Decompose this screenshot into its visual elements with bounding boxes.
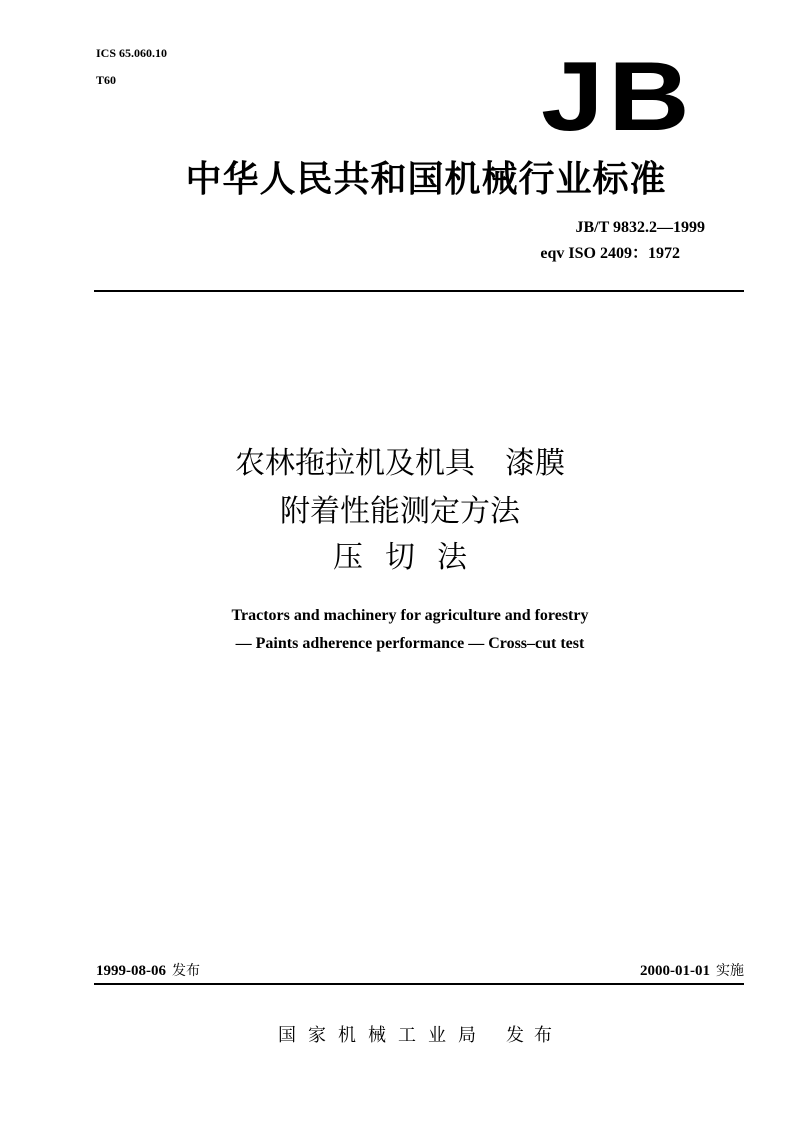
effective-date-value: 2000-01-01	[640, 963, 710, 979]
chinese-title-line-1: 农林拖拉机及机具 漆膜	[235, 446, 565, 481]
issuing-authority	[0, 1024, 800, 1048]
publication-date-value: 1999-08-06	[96, 963, 166, 979]
chinese-title-line-3: 压切法	[333, 540, 489, 575]
chinese-title-line-2: 附着性能测定方法	[280, 494, 520, 529]
jb-logo: JB	[540, 41, 694, 151]
issuer-action: 发布	[506, 1025, 562, 1046]
english-title-line-2: — Paints adherence performance — Cross–cut test	[235, 635, 585, 652]
english-title-line-1: Tractors and machinery for agriculture and forestry	[231, 607, 589, 624]
standard-number: JB/T 9832.2—1999	[575, 219, 705, 236]
publication-label: 发布	[172, 963, 200, 979]
iso-equivalence: eqv ISO 2409：1972	[540, 245, 680, 262]
bottom-divider	[94, 983, 744, 985]
top-divider	[94, 290, 744, 292]
publication-date	[96, 961, 200, 981]
ics-code: ICS 65.060.10	[96, 46, 168, 60]
issuer-organization: 国家机械工业局	[278, 1025, 488, 1046]
standard-title: 中华人民共和国机械行业标准	[185, 159, 667, 200]
effective-label: 实施	[716, 963, 744, 979]
classification-code: T60	[96, 73, 117, 87]
effective-date	[640, 961, 744, 981]
